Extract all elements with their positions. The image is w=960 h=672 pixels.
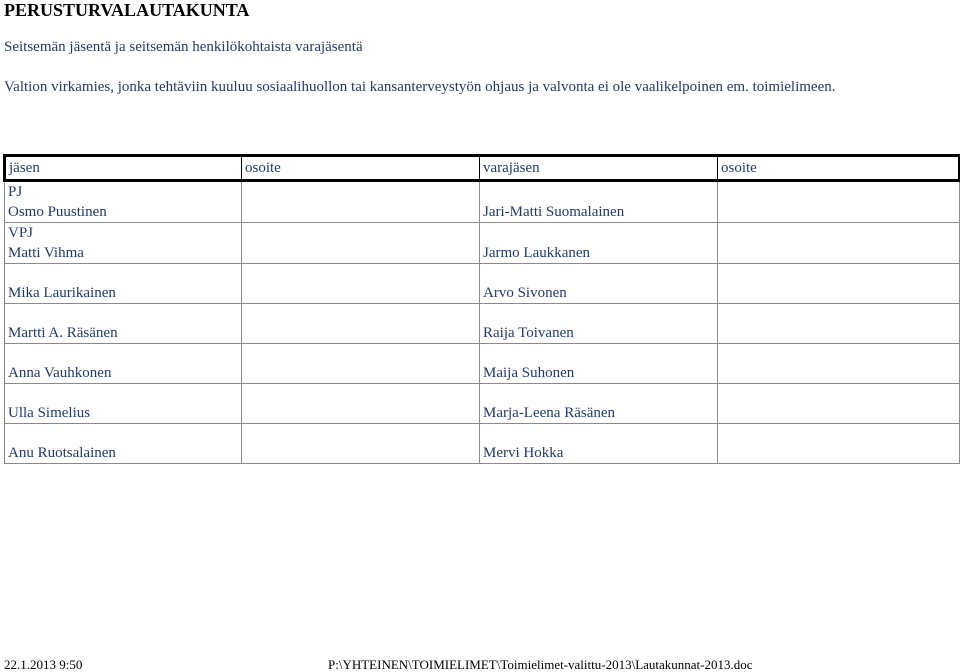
table-row — [5, 223, 960, 264]
member-cell — [5, 424, 242, 464]
member-role: VPJ — [8, 225, 34, 241]
header-member: jäsen — [5, 156, 242, 181]
table-row — [5, 264, 960, 304]
member-name: Ulla Simelius — [8, 405, 91, 421]
table-row — [5, 424, 960, 464]
deputy-address-cell — [718, 264, 960, 304]
deputy-address-cell — [718, 384, 960, 424]
member-name: Martti A. Räsänen — [8, 325, 118, 341]
member-cell — [5, 264, 242, 304]
member-name: Anna Vauhkonen — [8, 365, 112, 381]
table-row — [5, 384, 960, 424]
members-table — [3, 154, 960, 464]
member-address-cell — [242, 344, 480, 384]
header-deputy-address: osoite — [718, 156, 960, 181]
member-address-cell — [242, 181, 480, 223]
deputy-address-cell — [718, 304, 960, 344]
member-role: PJ — [8, 184, 23, 200]
member-address-cell — [242, 424, 480, 464]
member-address-cell — [242, 304, 480, 344]
member-cell — [5, 304, 242, 344]
member-cell — [5, 223, 242, 264]
deputy-address-cell — [718, 344, 960, 384]
eligibility-note: Valtion virkamies, jonka tehtäviin kuuluu sosiaalihuollon tai kansanterveystyön ohjaus ja valvonta ei ole vaalikelpoinen em. toimielimeen. — [4, 79, 836, 95]
member-cell — [5, 181, 242, 223]
deputy-cell: Mervi Hokka — [480, 424, 718, 464]
document-title: PERUSTURVALAUTAKUNTA — [4, 0, 250, 20]
member-address-cell — [242, 223, 480, 264]
deputy-cell: Jarmo Laukkanen — [480, 223, 718, 264]
deputy-address-cell — [718, 223, 960, 264]
header-member-address: osoite — [242, 156, 480, 181]
member-cell — [5, 384, 242, 424]
deputy-address-cell — [718, 181, 960, 223]
header-deputy: varajäsen — [480, 156, 718, 181]
deputy-cell: Maija Suhonen — [480, 344, 718, 384]
footer-file-path: P:\YHTEINEN\TOIMIELIMET\Toimielimet-valittu-2013\Lautakunnat-2013.doc — [328, 657, 753, 672]
deputy-cell: Raija Toivanen — [480, 304, 718, 344]
document-subtitle: Seitsemän jäsentä ja seitsemän henkilökohtaista varajäsentä — [4, 39, 363, 55]
deputy-cell: Marja-Leena Räsänen — [480, 384, 718, 424]
deputy-cell: Jari-Matti Suomalainen — [480, 181, 718, 223]
member-cell — [5, 344, 242, 384]
footer-date: 22.1.2013 9:50 — [4, 657, 83, 672]
member-address-cell — [242, 384, 480, 424]
table-row — [5, 344, 960, 384]
table-row — [5, 181, 960, 223]
deputy-address-cell — [718, 424, 960, 464]
member-name: Mika Laurikainen — [8, 285, 116, 301]
member-address-cell — [242, 264, 480, 304]
member-name: Osmo Puustinen — [8, 204, 107, 220]
member-name: Anu Ruotsalainen — [8, 445, 116, 461]
members-table-body — [5, 181, 960, 464]
table-header-row — [5, 156, 960, 181]
member-name: Matti Vihma — [8, 245, 84, 261]
table-row — [5, 304, 960, 344]
deputy-cell: Arvo Sivonen — [480, 264, 718, 304]
